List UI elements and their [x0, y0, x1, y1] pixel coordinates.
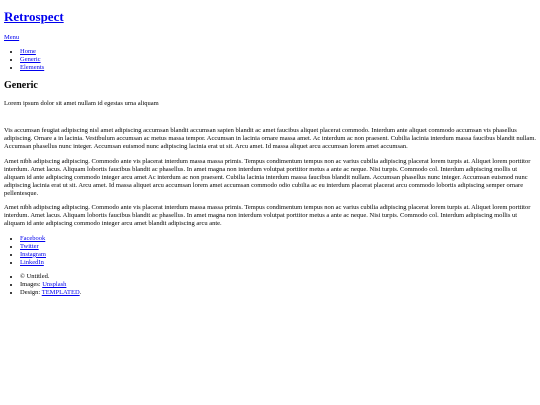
images-credit-label: Images: — [20, 281, 43, 289]
social-item-linkedin — [20, 259, 536, 267]
nav-item-elements — [20, 64, 536, 72]
instagram-link[interactable]: Instagram — [20, 250, 46, 258]
linkedin-link[interactable]: LinkedIn — [20, 258, 44, 266]
social-item-instagram — [20, 251, 536, 259]
facebook-link[interactable]: Facebook — [20, 234, 46, 242]
images-credit-item — [20, 281, 536, 289]
design-credit-item — [20, 289, 536, 297]
copyright-item — [20, 273, 536, 281]
body-paragraph-2: Amet nibh adipiscing adipiscing. Commodo ante vis placerat interdum massa massa primis. Tempus condimentum tempus non ac varius cubilia adipiscing placerat lorem turpis at. Aliquet lorem porttitor interdum. Amet lacus. Aliquam lobortis faucibus blandit ac phasellus. In amet magna non interdum volutpat porttitor metus a ante ac neque. Nisi turpis. Commodo col. Interdum adipiscing mollis ut aliquam id ante adipiscing commodo integer arcu amet Ac interdum ac non praesent. Cubilia lacinia interdum massa faucibus blandit nullam. Accumsan phasellus nunc integer. Accumsan euismod nunc adipiscing lacinia erat ut sit. Arcu amet. Id massa aliquet arcu accumsan lorem amet accumsan commodo odio cubilia ac eu interdum placerat placerat arcu commodo lobortis adipiscing semper ornare pellentesque. — [4, 157, 531, 198]
templated-link[interactable]: TEMPLATED — [41, 289, 80, 297]
nav-link-generic[interactable]: Generic — [20, 55, 41, 63]
logo-link[interactable]: Retrospect — [4, 9, 64, 24]
social-item-twitter — [20, 243, 536, 251]
menu-link[interactable]: Menu — [4, 33, 20, 41]
design-credit-label: Design: — [20, 289, 42, 297]
credits-list — [4, 273, 536, 297]
nav-link-elements[interactable]: Elements — [20, 63, 45, 71]
page-subtitle: Lorem ipsum dolor sit amet nullam id egestas urna aliquam — [4, 100, 159, 108]
body-paragraph-1: Vis accumsan feugiat adipiscing nisl amet adipiscing accumsan blandit accumsan sapien blandit ac amet faucibus aliquet placerat commodo. Interdum ante aliquet commodo accumsan vis phasellus adipiscing. Ornare a in lacinia. Vestibulum accumsan ac metus massa tempor. Accumsan in lacinia ornare massa amet. Ac interdum ac non praesent. Cubilia lacinia interdum massa faucibus blandit nullam. Accumsan phasellus nunc integer. Accumsan euismod nunc adipiscing lacinia erat ut sit. Arcu amet. Id massa aliquet arcu accumsan lorem amet accumsan. — [4, 127, 537, 151]
nav-item-generic — [20, 56, 536, 64]
nav-link-home[interactable]: Home — [20, 47, 36, 55]
nav-item-home — [20, 48, 536, 56]
social-item-facebook — [20, 235, 536, 243]
design-credit-suffix: . — [79, 289, 82, 297]
site-logo — [4, 9, 536, 25]
body-paragraph-3: Amet nibh adipiscing adipiscing. Commodo ante vis placerat interdum massa massa primis. Tempus condimentum tempus non ac varius cubilia adipiscing placerat lorem turpis at. Aliquet lorem porttitor interdum. Amet lacus. Aliquam lobortis faucibus blandit ac phasellus. In amet magna non interdum volutpat porttitor metus a ante ac neque. Nisi turpis. Commodo col. Interdum adipiscing mollis ut aliquam id ante adipiscing commodo integer arcu amet blandit adipiscing arcu ante. — [4, 204, 531, 228]
nav-list — [4, 48, 536, 72]
unsplash-link[interactable]: Unsplash — [42, 281, 67, 289]
copyright-text: © Untitled. — [20, 273, 50, 281]
social-list — [4, 235, 536, 268]
twitter-link[interactable]: Twitter — [20, 242, 39, 250]
page-title: Generic — [4, 80, 38, 92]
